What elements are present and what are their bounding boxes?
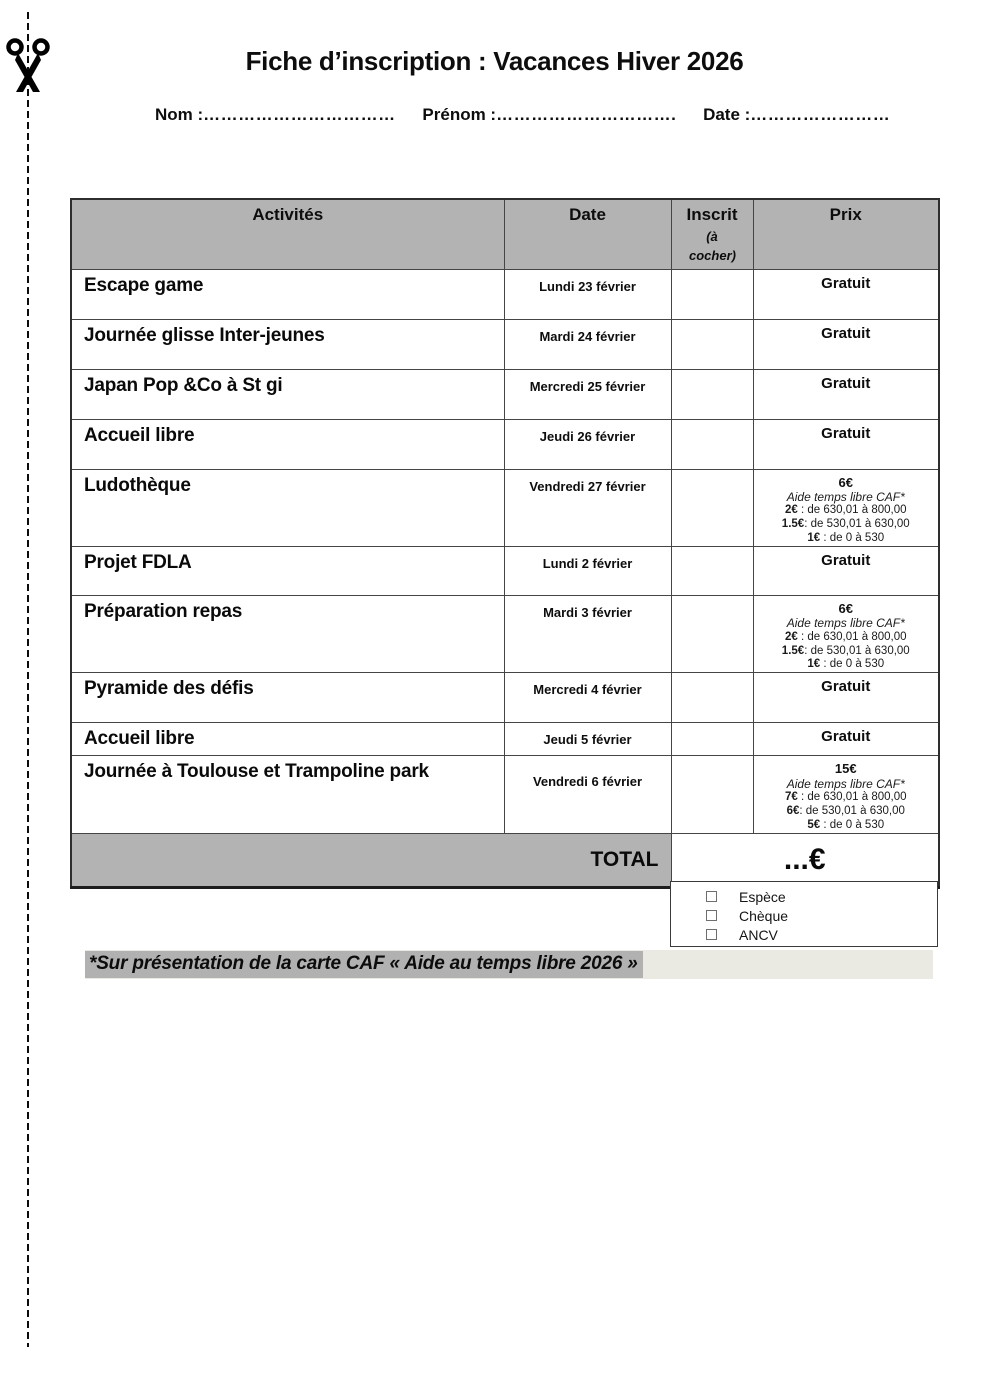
table-row [71, 369, 939, 419]
price-text: Gratuit [821, 551, 871, 569]
espece-label: Espèce [739, 888, 786, 905]
payment-option-espece[interactable] [706, 887, 937, 906]
date-field[interactable] [703, 105, 890, 124]
payment-method-box [670, 881, 938, 947]
page-title: Fiche d’inscription : Vacances Hiver 2026 [245, 46, 744, 76]
inscrit-checkbox-cell[interactable] [671, 469, 753, 546]
price-cell [753, 723, 939, 756]
price-cell [753, 419, 939, 469]
price-text: Gratuit [821, 274, 871, 292]
ancv-label: ANCV [739, 926, 778, 943]
caf-footnote-bar [85, 950, 933, 979]
column-header-date: Date [504, 199, 671, 269]
activity-name: Japan Pop &Co à St gi [71, 369, 504, 419]
table-row [71, 419, 939, 469]
payment-option-cheque[interactable] [706, 906, 937, 925]
price-cell [753, 546, 939, 595]
inscrit-checkbox-cell[interactable] [671, 673, 753, 723]
caf-tier: 1.5€: de 530,01 à 630,00 [781, 518, 910, 531]
activity-name: Accueil libre [71, 723, 504, 756]
price-cell [753, 673, 939, 723]
nom-field[interactable] [155, 105, 396, 124]
column-header-prix: Prix [753, 199, 939, 269]
activity-name: Pyramide des défis [71, 673, 504, 723]
activity-name: Projet FDLA [71, 546, 504, 595]
total-row [71, 833, 939, 887]
price-cell [753, 369, 939, 419]
cheque-label: Chèque [739, 907, 789, 924]
column-header-activities: Activités [71, 199, 504, 269]
caf-price-block [754, 601, 939, 672]
column-header-inscrit [671, 199, 753, 269]
inscrit-checkbox-cell[interactable] [671, 756, 753, 833]
price-text: Gratuit [821, 424, 871, 442]
price-text: Gratuit [821, 374, 871, 392]
inscrit-checkbox-cell[interactable] [671, 269, 753, 319]
table-row [71, 756, 939, 833]
inscrit-checkbox-cell[interactable] [671, 419, 753, 469]
activity-date: Lundi 2 février [504, 546, 671, 595]
nom-dotted-line[interactable]: …………………………… [203, 105, 396, 124]
inscrit-checkbox-cell[interactable] [671, 546, 753, 595]
price-cell [753, 595, 939, 672]
activity-date: Jeudi 5 février [504, 723, 671, 756]
price-amount: 6€ [838, 600, 853, 616]
caf-tier: 5€ : de 0 à 530 [807, 818, 885, 831]
activity-date: Jeudi 26 février [504, 419, 671, 469]
activity-name: Préparation repas [71, 595, 504, 672]
caf-tier: 1.5€: de 530,01 à 630,00 [781, 644, 910, 657]
inscrit-checkbox-cell[interactable] [671, 595, 753, 672]
identity-line [155, 105, 915, 125]
table-row [71, 319, 939, 369]
inscrit-checkbox-cell[interactable] [671, 319, 753, 369]
date-label: Date : [703, 105, 751, 124]
table-row [71, 469, 939, 546]
prenom-dotted-line[interactable]: …………………………. [496, 105, 677, 124]
prenom-field[interactable] [422, 105, 676, 124]
price-text: Gratuit [821, 324, 871, 342]
activity-date: Mercredi 25 février [504, 369, 671, 419]
prenom-label: Prénom : [422, 105, 497, 124]
price-amount: 15€ [834, 761, 857, 777]
price-text: Gratuit [821, 678, 871, 696]
caf-tier: 2€ : de 630,01 à 800,00 [784, 504, 907, 517]
caf-tier: 1€ : de 0 à 530 [807, 658, 885, 671]
payment-option-ancv[interactable] [706, 925, 937, 944]
caf-tier: 6€: de 530,01 à 630,00 [786, 805, 905, 818]
caf-tier: 1€ : de 0 à 530 [807, 532, 885, 545]
activities-table [70, 198, 940, 889]
caf-note: Aide temps libre CAF* [786, 616, 905, 631]
activity-date: Mardi 24 février [504, 319, 671, 369]
caf-tier: 7€ : de 630,01 à 800,00 [784, 791, 907, 804]
activity-date: Vendredi 6 février [504, 756, 671, 833]
activity-name: Journée à Toulouse et Trampoline park [71, 756, 504, 833]
cut-dashed-line [27, 12, 29, 1347]
caf-tier: 2€ : de 630,01 à 800,00 [784, 630, 907, 643]
table-row [71, 673, 939, 723]
total-value-field[interactable]: ...€ [671, 833, 939, 887]
activity-date: Lundi 23 février [504, 269, 671, 319]
inscrit-checkbox-cell[interactable] [671, 723, 753, 756]
table-row [71, 546, 939, 595]
table-row [71, 269, 939, 319]
table-header-row [71, 199, 939, 269]
price-cell [753, 756, 939, 833]
espece-checkbox[interactable] [706, 891, 717, 902]
table-row [71, 595, 939, 672]
price-cell [753, 269, 939, 319]
caf-footnote-text: *Sur présentation de la carte CAF « Aide au temps libre 2026 » [85, 951, 643, 978]
inscrit-checkbox-cell[interactable] [671, 369, 753, 419]
table-row [71, 723, 939, 756]
cheque-checkbox[interactable] [706, 910, 717, 921]
caf-price-block [754, 761, 939, 832]
total-label: TOTAL [71, 833, 671, 887]
inscrit-header-label: Inscrit [686, 205, 738, 224]
date-dotted-line[interactable]: …………………… [750, 105, 891, 124]
activity-name: Ludothèque [71, 469, 504, 546]
inscrit-header-subnote: (à cocher) [689, 229, 736, 263]
activity-date: Mercredi 4 février [504, 673, 671, 723]
caf-note: Aide temps libre CAF* [786, 490, 905, 505]
activity-name: Journée glisse Inter-jeunes [71, 319, 504, 369]
price-amount: 6€ [838, 474, 853, 490]
caf-price-block [754, 475, 939, 546]
caf-note: Aide temps libre CAF* [786, 776, 905, 791]
activity-name: Accueil libre [71, 419, 504, 469]
price-cell [753, 319, 939, 369]
ancv-checkbox[interactable] [706, 929, 717, 940]
activity-name: Escape game [71, 269, 504, 319]
price-text: Gratuit [821, 728, 871, 746]
activity-date: Vendredi 27 février [504, 469, 671, 546]
nom-label: Nom : [155, 105, 204, 124]
price-cell [753, 469, 939, 546]
activity-date: Mardi 3 février [504, 595, 671, 672]
